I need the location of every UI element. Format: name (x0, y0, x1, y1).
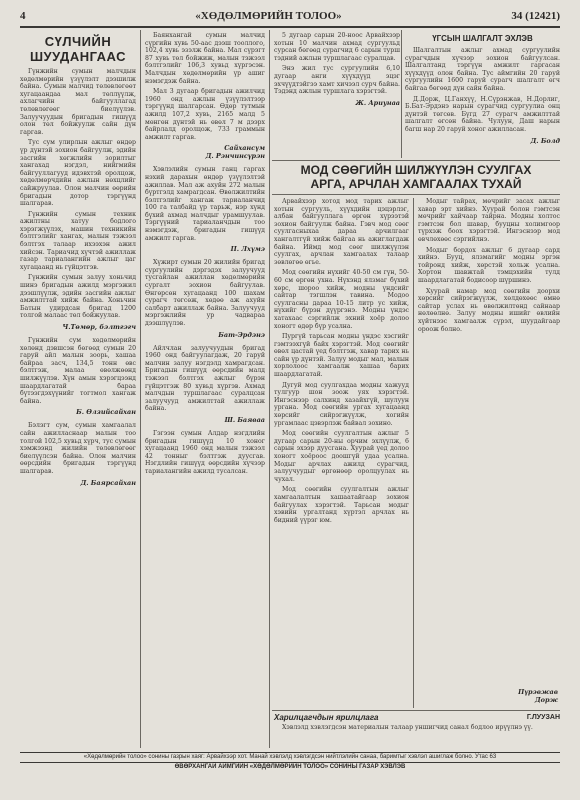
col2-paragraph: Айлчлан залуучуудын бригад 1960 онд байгуулагдаж, 20 гаруй малчин залуу нэгдэлд хамрагдсан. Бригадын гишүүд өөрсдийн малд тэжээл бэлтгэх ажлыг бүрэн гүйцэтгэж 80 хувьд хүргэв. Ахмад малчдын туршлагаас суралцсан залуучууд амжилттай ажиллаж байна. (145, 344, 265, 413)
newspaper-title: «ХӨДӨЛМӨРИЙН ТОЛОО» (195, 10, 342, 22)
exam-news-signature: Д. Болд (530, 136, 560, 145)
masthead (20, 8, 560, 24)
col2-signature: Бат-Эрдэнэ (218, 330, 265, 339)
feature-column-right (418, 198, 560, 336)
column-divider (269, 30, 270, 748)
exam-news-box (405, 32, 560, 151)
col2-paragraph: Гэгээн сумын Алдар нэгдлийн бригадын гишүүд 10 хоног хугацаанд 1960 онд малын тэжээл 42 тонныг бэлтгэж дуусгав. Нэгдлийн гишүүд өөрсдийн хүчээр тариалангийн ажилд тусалсан. (145, 429, 265, 475)
feature-paragraph: Арвайхээр хотод мод тарих ажлыг хотын сургууль, хүүхдийн цэцэрлэг, албан байгууллага өргөн хүрээтэй зохион байгуулж байна. Гэвч мод сөөг суулгасныхаа дараа арчилгааг хангалтгүй хийж байгаа нь ажиглагдаж байна. Иймд мод сөөг шилжүүлэн суулгах, арчлан хамгаалах талаар зөвлөгөө өгье. (274, 198, 409, 266)
col1-signature: Д. Баярсайхан (80, 478, 136, 487)
feature-signature-1: Пүрэвжав Дорж (518, 688, 558, 704)
subbox-rule (272, 710, 560, 711)
column-3-top (274, 32, 400, 113)
exam-news-text: Шалгалтын ажлыг ахмад сургуулийн сурагчдын хүчээр зохион байгуулсан. Шалгалтанд тэргүүн амжилт гаргасан хүүхдүүд олон байна. Тус аймгийн 20 гаруй сургуулийн 1600 гаруй сурагч шалгалт өгч байгаа бөгөөд дүн сайн байна. (405, 47, 560, 92)
issue-number: 34 (12421) (511, 10, 560, 22)
correspondents-title: Харилцагчдын ярилцлага (274, 713, 379, 722)
feature-paragraph: Хуурай намар мод сөөгийн доорхи хөрсийг сийрэгжүүлж, хөлдөхөөс өмнө сайтар услах нь өвөлжилтөнд сайнаар нөлөөлнө. Залуу модны ишийг өвлийн хүйтнээс хамгаалж сүрэл, шуудайгаар ороож болно. (418, 287, 560, 333)
column-2 (145, 32, 265, 479)
col2-paragraph: Мал 3 дугаар бригадын ажилчид 1960 онд ажлын үзүүлэлтээр тэргүүнд шалгарсан. Өдөр тутмын ажилд 107,2 хувь, 2165 малд 5 мөнгөн дүнтэй нь өвөл 7 м дээрх байрлалд оролцож, 733 граммын амжилт гаргав. (145, 88, 265, 141)
feature-top-rule (272, 160, 560, 161)
feature-column-left (274, 198, 409, 527)
col3-paragraph: Энэ жил тус сургуулийн 6,10 дугаар анги хүүхдүүд эцэг эхчүүдтэйгээ хамт хичээл сурч байна. Тэдэнд ажлын туршлага хэрэгтэй. (274, 65, 400, 96)
footer-address: «Хөдөлмөрийн толоо» сонины газрын хаяг: Арвайхээр хот. Манай хэвлэлд хэвлэгдсэн нийтлэлийн санаа, баримтыг хэвлэл ашиглаж болно. Утас 63 (20, 752, 560, 762)
feature-paragraph: Пургүй тарьсан модны үндэс хэсгийг гэмтээхгүй байх хэрэгтэй. Мод сөөгийг өвөл цастай үед бэлтгэж, хавар тарих нь сайн үр дүнтэй. Залуу модыг мал, малын хорлолоос хамгаалж хашаа барих шаардлагатай. (274, 333, 409, 379)
feature-headline (272, 163, 560, 191)
col2-paragraph: Баянхангай сумын малчид сүргийн хувь 50-аас дээш тооллого, 102,4 хувь эзэлж байна. Мал сүрэгт 87 хувь төл бойжиж, малын тэжээл бэлтгэлийг 106,3 хувьд хүргэсэн. Малчдын хөдөлмөрийн үр ашиг нэмэгдэж байна. (145, 32, 265, 85)
exam-news-text: Д.Дорж, Ц.Ганхүү, Н.Сүрэнжав, Н.Дорлиг, Б.Бат-Эрдэнэ нарын сурагчид сургуулиа онц дүнтэй төгсөв. Бүгд 27 сурагч амжилттай шалгалт өгсөн байна. Чулуун, Даш нарын багш нар 20 гаруй хоног ажилласан. (405, 95, 560, 133)
correspondents-text: Хэвлэлд хэвлэгдсэн материалын талаар уншигчид санал бодлоо ирүүлнэ үү. (282, 724, 533, 731)
feature-signature-2: Г.ЛУУЗАН (526, 714, 560, 721)
col1-paragraph: Гүнжийн сумын залуу хоньчид шинэ бригадын ажилд мэргэжил дээшлүүлж, эдийн засгийн ажлыг амжилттай хийж байна. Хоньчин Батын удирдсан бригад 1200 толгой малаас төл бойжуулав. (20, 274, 136, 320)
col2-paragraph: Хүжирт сумын 20 жилийн бригад сургуулийн дэргэдэх залуучууд тусгайлан ажиллан хөдөлмөрийн сургалт зохион байгуулав. Өнгөрсөн хугацаанд 100 шахам сурагч төгсөж, хөдөө аж ахуйн салбарт ажиллаж байна. Залуучууд мэргэжлийн ур чадвараа дээшлүүлэв. (145, 259, 265, 327)
col2-signature: Ш. Баяваа (224, 415, 265, 424)
feature-paragraph: Дугуй мод суулгахдаа модны хажууд тулгуур шон зоож уях хэрэгтэй. Ингэснээр салхинд хазайхгүй, шулуун ургана. Мод сөөгийн ургах хугацаанд хөрсийг сийрэгжүүлж, хогийн ургамлаас цэвэрлэж байвал зохино. (274, 381, 409, 427)
column-divider (140, 30, 141, 748)
feature-title-line2: АРГА, АРЧЛАН ХАМГААЛАХ ТУХАЙ (310, 177, 522, 191)
col2-signature: Сайхансүм Д. Рэнчинсүрэн (205, 144, 265, 161)
feature-title-line1: МОД СӨӨГИЙН ШИЛЖҮҮЛЭН СУУЛГАХ (300, 163, 532, 177)
col1-paragraph: Тус сум улирлын ажлыг өндөр үр дүнтэй зохион байгуулж, эдийн засгийн хөгжлийн зорилтыг хангахад нэгдэл, нийгмийн байгууллагууд идэвхтэй оролцож, хөдөлмөрчдийн ажлын нөхцлийг сайжруулав. Олон малчин өөрийн бригадын дотор тэргүүнд шалгарав. (20, 139, 136, 208)
col1-paragraph: Гүнжийн сумын техник ажилтны хатуу бодлого хэрэгжүүлэх, машин техникийн бэлтгэлийг хангах, малын тэжээл бэлтгэх талаар ихээхэн ажил хийсэн. Тариачид хүчтэй ажиллаж газар тариалангийн ажлыг цаг хугацаанд нь гүйцэтгэв. (20, 210, 136, 271)
col1-paragraph: Гүнжийн сум хөдөлмөрийн хөлөнд дэвшсэн бөгөөд сумын 20 гаруй айл малын зоорь, хашаа байраа засч, 134,5 тонн өвс бэлтгэж, малаа өвөлжөөнд шилжүүлэв. Хүн амын хэрэгцээнд шаардлагатай бараа бүтээгдэхүүнийг тогтмол хангаж байна. (20, 337, 136, 405)
footer-publisher: ӨВӨРХАНГАЙ АЙМГИЙН «ХӨДӨЛМӨРИЙН ТОЛОО» СОНИНЫ ГАЗАР ХЭВЛЭВ (20, 762, 560, 772)
column-1-title: СҮЛЧИЙН ШУУДАНГААС (29, 34, 126, 64)
col1-signature: Б. Өлзийсайхан (76, 408, 136, 417)
feature-bottom-rule (272, 194, 560, 195)
box-divider (401, 30, 402, 158)
col3-paragraph: 5 дугаар сарын 20-ноос Арвайхээр хотын 10 малчин ахмад сургуульд сурсан бөгөөд сурагчид 6 сарын турш тэдний ажлын туршлагаас суралцав. (274, 32, 400, 62)
page-footer (20, 752, 560, 772)
feature-paragraph: Мод сөөгийн нүхийг 40-50 см гүн, 50-60 см өргөн ухна. Нүхэнд ялзмаг бүхий хөрс, шороо хийж, модны үндсийг сайтар тэгшлэн тавина. Модоо суулгасны дараа 10-15 литр ус хийж, нүхийг бүрэн дүүргэнэ. Модны үндэс хатахаас сэргийлж эхний хоёр долоо хоногт өдөр бүр усална. (274, 269, 409, 330)
top-rule (20, 26, 560, 28)
feature-paragraph: Модыг тайрах, мөчрийг засах ажлыг хавар эрт хийнэ. Хуурай болон гэмтсэн мөчрийг хайчаар тайрна. Модны холтос гэмтсэн бол шавар, бууцны холимгоор түрхэж боох хэрэгтэй. Ингэснээр мод өвчлөхөөс сэргийлнэ. (418, 198, 560, 243)
col2-paragraph: Хэвлэлийн сумын ганц гаргах нэхий дарахын өндөр үзүүлэлтэй ажиллав. Мал аж ахуйн 272 малын бүртгэлд хамрагдсан. Өвөлжилтийн бэлтгэлийг хангаж тариаланчид 100 га талбайд үр тарьж, нэр хүнд бүхий ахмад малчдыг урамшуулав. Тэргүүний тариаланчдын тоо нэмэгдэж, бригадын гишүүд амжилт гаргав. (145, 166, 265, 242)
col3-signature: Ж. Ариунаа (355, 98, 400, 107)
col1-paragraph: Бэлэгт сум, сумын хамгаалал сайн ажилласнаар малын тоо толгой 102,5 хувьд хүрч, тус сумын хэмжээнд жилийн төлөвлөгөөг биелүүлсэн байна. Олон малчин өөрсдийн бригадын тэргүүнд шалгарав. (20, 422, 137, 475)
exam-news-title: ҮГСЫН ШАЛГАЛТ ЭХЛЭВ (432, 34, 533, 43)
col1-paragraph: Гүнжийн сумын малчдын хөдөлмөрийн үзүүлэлт дээшилж байна. Сумын малчид төлөвлөгөөт хугацаандаа мал төллүүлж, ахлагчийн байгууллагад төлөвлөгөөг биелүүлэв. Залуучуудын бригадын гишүүд олон төл бойжуулж сайн дүн гаргав. (20, 68, 136, 136)
correspondents-box (274, 713, 560, 735)
column-1 (20, 32, 136, 493)
page-number: 4 (20, 10, 26, 22)
feature-paragraph: Мод сөөгийн суулгалтын ажлыг 5 дугаар сарын 20-ны орчим эхлүүлж, 6 сарын эхээр дуусгана. Хуурай үед долоо хоногт хоёроос доошгүй удаа усална. Модыг арчлах ажилд сурагчид, залуучуудыг өргөнөөр оролцуулах нь чухал. (274, 430, 409, 483)
feature-divider (413, 198, 414, 708)
feature-paragraph: Модыг бордох ажлыг 6 дугаар сард хийнэ. Бууц, ялзмагийг модны эргэн тойронд хийж, хөрстэй хольж усална. Хортон шавжтай тэмцэхийн тулд шаардлагатай бодисоор шүршинэ. (418, 246, 560, 284)
feature-paragraph: Мод сөөгийн суулгалтын ажлыг хамгаалалтын хашаатайгаар зохион байгуулах хэрэгтэй. Тарьсан модыг хэвийн ургалтанд хүртэл арчлах нь бидний үүрэг юм. (274, 486, 409, 524)
col1-signature: Ч.Төмөр, бэлтгэгч (62, 323, 136, 331)
col2-signature: П. Лхүмэ (230, 245, 265, 254)
